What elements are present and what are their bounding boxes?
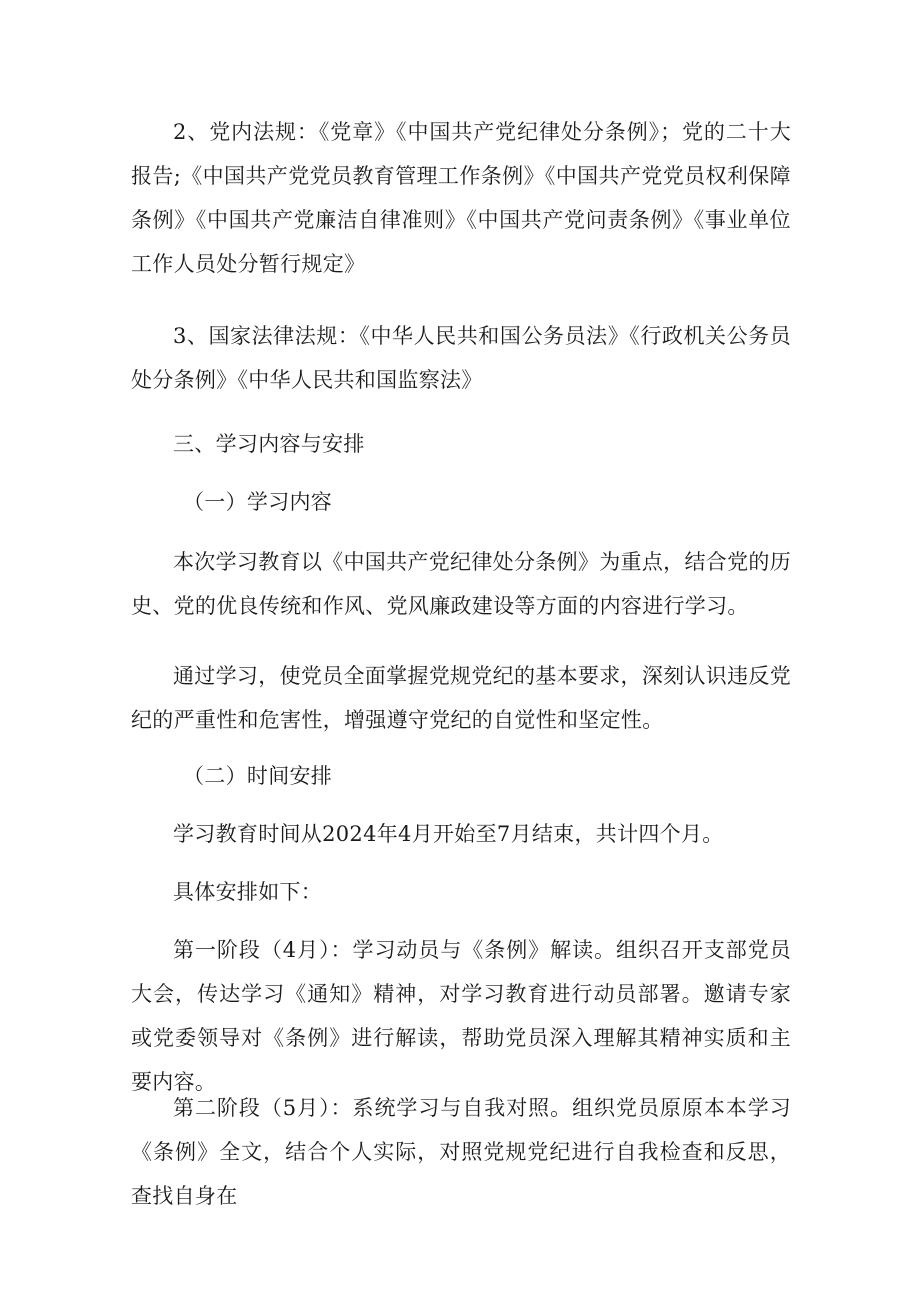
paragraph-stage-one: 第一阶段（4月）：学习动员与《条例》解读。组织召开支部党员大会，传达学习《通知》精神，对学习教育进行动员部署。邀请专家或党委领导对《条例》进行解读，帮助党员深入理解其精神实质和主要内容。 [131,938,791,1094]
paragraph-detail-intro: 具体安排如下： [173,880,323,904]
section-heading-content-and-schedule: 三、学习内容与安排 [173,432,365,456]
subsection-heading-content: （一）学习内容 [183,490,333,514]
paragraph-party-regulations: 2、党内法规：《党章》《中国共产党纪律处分条例》；党的二十大报告;《中国共产党党员教育管理工作条例》《中国共产党党员权利保障条例》《中国共产党廉洁自律准则》《中国共产党问责条例》《事业单位工作人员处分暂行规定》 [131,120,791,276]
paragraph-national-laws: 3、国家法律法规：《中华人民共和国公务员法》《行政机关公务员处分条例》《中华人民共和国监察法》 [131,324,791,392]
paragraph-stage-two: 第二阶段（5月）：系统学习与自我对照。组织党员原原本本学习《条例》全文，结合个人实际，对照党规党纪进行自我检查和反思，查找自身在 [131,1096,791,1208]
paragraph-content-goal: 通过学习，使党员全面掌握党规党纪的基本要求，深刻认识违反党纪的严重性和危害性，增强遵守党纪的自觉性和坚定性。 [131,664,791,732]
subsection-heading-schedule: （二）时间安排 [183,764,333,788]
paragraph-content-focus: 本次学习教育以《中国共产党纪律处分条例》为重点，结合党的历史、党的优良传统和作风、党风廉政建设等方面的内容进行学习。 [131,550,791,618]
paragraph-time-period: 学习教育时间从2024年4月开始至7月结束，共计四个月。 [173,822,724,846]
